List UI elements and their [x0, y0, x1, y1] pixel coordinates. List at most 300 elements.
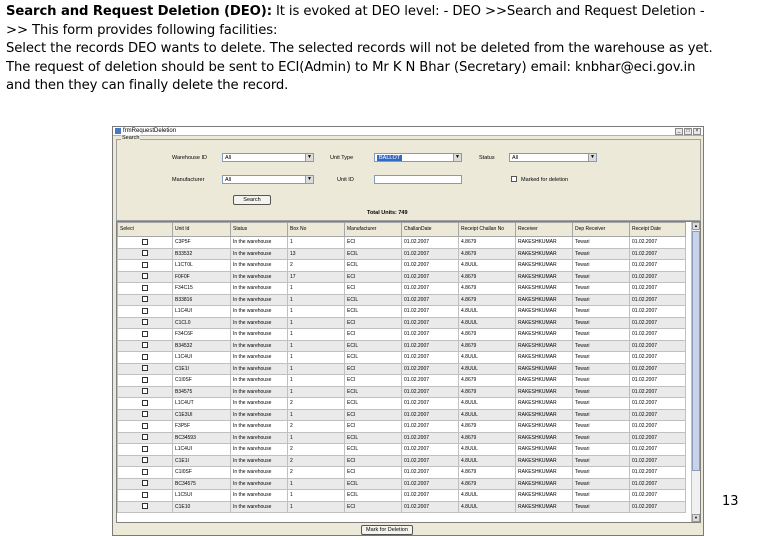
- column-header[interactable]: Unit Id: [173, 223, 231, 237]
- status-label: Status: [479, 155, 495, 161]
- table-cell: 1: [288, 375, 345, 387]
- table-cell: 4.8679: [459, 421, 516, 433]
- table-cell: ECIL: [345, 432, 402, 444]
- table-cell: Tewari: [573, 271, 630, 283]
- table-cell: 1: [288, 363, 345, 375]
- select-cell[interactable]: [118, 248, 173, 260]
- table-cell: 2: [288, 467, 345, 479]
- table-cell: 4.8UUL: [459, 501, 516, 513]
- table-cell: 01.02.2007: [630, 237, 686, 249]
- select-cell[interactable]: [118, 294, 173, 306]
- table-cell: In the warehouse: [231, 237, 288, 249]
- table-cell: ECIL: [345, 260, 402, 272]
- table-cell: 4.8679: [459, 340, 516, 352]
- table-cell: 01.02.2007: [630, 340, 686, 352]
- select-cell[interactable]: [118, 478, 173, 490]
- table-cell: In the warehouse: [231, 444, 288, 456]
- row-select-checkbox[interactable]: [142, 469, 148, 475]
- select-cell[interactable]: [118, 329, 173, 341]
- table-cell: F3P5F: [173, 421, 231, 433]
- row-select-checkbox[interactable]: [142, 250, 148, 256]
- table-cell: 1: [288, 329, 345, 341]
- table-cell: In the warehouse: [231, 352, 288, 364]
- table-cell: RAKESHKUMAR: [516, 409, 573, 421]
- table-cell: 01.02.2007: [402, 375, 459, 387]
- close-button[interactable]: ×: [693, 128, 701, 135]
- table-cell: 2: [288, 444, 345, 456]
- select-cell[interactable]: [118, 283, 173, 295]
- table-cell: RAKESHKUMAR: [516, 375, 573, 387]
- table-cell: 4.8679: [459, 432, 516, 444]
- table-cell: Tewari: [573, 294, 630, 306]
- table-row[interactable]: [118, 386, 686, 398]
- table-cell: 01.02.2007: [630, 271, 686, 283]
- unit-id-input[interactable]: [374, 175, 462, 184]
- table-cell: B33816: [173, 294, 231, 306]
- table-row[interactable]: [118, 363, 686, 375]
- table-cell: 01.02.2007: [402, 444, 459, 456]
- row-select-checkbox[interactable]: [142, 400, 148, 406]
- table-cell: RAKESHKUMAR: [516, 363, 573, 375]
- grid-header-row: [118, 223, 686, 237]
- scroll-thumb[interactable]: [692, 231, 700, 471]
- table-cell: Tewari: [573, 467, 630, 479]
- row-select-checkbox[interactable]: [142, 273, 148, 279]
- table-cell: In the warehouse: [231, 421, 288, 433]
- marked-deletion-label: Marked for deletion: [521, 177, 569, 183]
- table-cell: 01.02.2007: [402, 455, 459, 467]
- table-cell: 4.8UUL: [459, 363, 516, 375]
- row-select-checkbox[interactable]: [142, 331, 148, 337]
- warehouse-label: Warehouse ID: [172, 155, 207, 161]
- row-select-checkbox[interactable]: [142, 296, 148, 302]
- manufacturer-value: All: [225, 177, 232, 183]
- table-cell: C3P5F: [173, 237, 231, 249]
- table-row[interactable]: [118, 329, 686, 341]
- manufacturer-select[interactable]: [222, 175, 314, 184]
- select-cell[interactable]: [118, 455, 173, 467]
- table-cell: 1: [288, 317, 345, 329]
- request-deletion-window: [112, 126, 704, 536]
- column-header[interactable]: Manufacturer: [345, 223, 402, 237]
- row-select-checkbox[interactable]: [142, 423, 148, 429]
- column-header[interactable]: Receipt Date: [630, 223, 686, 237]
- row-select-checkbox[interactable]: [142, 239, 148, 245]
- table-cell: Tewari: [573, 409, 630, 421]
- table-cell: ECIL: [345, 490, 402, 502]
- table-cell: Tewari: [573, 478, 630, 490]
- table-cell: 01.02.2007: [402, 467, 459, 479]
- table-cell: Tewari: [573, 375, 630, 387]
- table-cell: L1CT0L: [173, 260, 231, 272]
- row-select-checkbox[interactable]: [142, 492, 148, 498]
- row-select-checkbox[interactable]: [142, 457, 148, 463]
- table-cell: 01.02.2007: [630, 490, 686, 502]
- select-cell[interactable]: [118, 467, 173, 479]
- table-cell: 1: [288, 386, 345, 398]
- table-cell: ECI: [345, 467, 402, 479]
- table-cell: ECI: [345, 363, 402, 375]
- table-cell: 1: [288, 283, 345, 295]
- table-cell: C1I0SF: [173, 467, 231, 479]
- table-cell: 01.02.2007: [630, 248, 686, 260]
- table-row[interactable]: [118, 352, 686, 364]
- app-icon: [115, 128, 121, 134]
- marked-deletion-checkbox[interactable]: [511, 176, 517, 182]
- table-cell: B34575: [173, 386, 231, 398]
- chevron-down-icon[interactable]: ▼: [588, 154, 596, 161]
- units-grid: [116, 221, 701, 523]
- select-cell[interactable]: [118, 363, 173, 375]
- select-cell[interactable]: [118, 444, 173, 456]
- select-cell[interactable]: [118, 260, 173, 272]
- table-cell: BC34593: [173, 432, 231, 444]
- table-cell: 01.02.2007: [630, 409, 686, 421]
- table-cell: 01.02.2007: [402, 248, 459, 260]
- table-cell: In the warehouse: [231, 294, 288, 306]
- select-cell[interactable]: [118, 375, 173, 387]
- row-select-checkbox[interactable]: [142, 411, 148, 417]
- table-row[interactable]: [118, 375, 686, 387]
- table-cell: 4.8UUL: [459, 455, 516, 467]
- table-cell: 4.8UUL: [459, 398, 516, 410]
- mark-for-deletion-button[interactable]: Mark for Deletion: [361, 525, 413, 535]
- table-cell: In the warehouse: [231, 455, 288, 467]
- table-cell: 1: [288, 237, 345, 249]
- table-cell: RAKESHKUMAR: [516, 329, 573, 341]
- table-row[interactable]: [118, 490, 686, 502]
- unit-type-select[interactable]: [374, 153, 462, 162]
- table-cell: In the warehouse: [231, 306, 288, 318]
- table-cell: 01.02.2007: [630, 398, 686, 410]
- warehouse-select[interactable]: [222, 153, 314, 162]
- select-cell[interactable]: [118, 409, 173, 421]
- scroll-up-icon[interactable]: ▲: [692, 222, 700, 230]
- table-row[interactable]: [118, 467, 686, 479]
- table-cell: RAKESHKUMAR: [516, 340, 573, 352]
- table-cell: Tewari: [573, 501, 630, 513]
- table-cell: ECI: [345, 455, 402, 467]
- table-cell: B34532: [173, 340, 231, 352]
- table-cell: In the warehouse: [231, 409, 288, 421]
- table-cell: C1E3UI: [173, 409, 231, 421]
- table-cell: 4.8UUL: [459, 490, 516, 502]
- row-select-checkbox[interactable]: [142, 308, 148, 314]
- table-cell: Tewari: [573, 398, 630, 410]
- table-cell: 01.02.2007: [630, 467, 686, 479]
- table-cell: 01.02.2007: [630, 329, 686, 341]
- table-cell: 01.02.2007: [402, 409, 459, 421]
- intro-text: [6, 3, 776, 96]
- table-cell: 01.02.2007: [402, 490, 459, 502]
- table-cell: ECIL: [345, 398, 402, 410]
- table-cell: ECI: [345, 409, 402, 421]
- table-cell: Tewari: [573, 306, 630, 318]
- table-row[interactable]: [118, 409, 686, 421]
- table-cell: RAKESHKUMAR: [516, 237, 573, 249]
- search-group: [116, 135, 701, 221]
- row-select-checkbox[interactable]: [142, 434, 148, 440]
- table-cell: 01.02.2007: [630, 455, 686, 467]
- table-cell: 4.8UUL: [459, 260, 516, 272]
- table-cell: ECI: [345, 317, 402, 329]
- table-cell: 01.02.2007: [630, 501, 686, 513]
- row-select-checkbox[interactable]: [142, 342, 148, 348]
- table-cell: L1C4UI: [173, 306, 231, 318]
- table-cell: 01.02.2007: [402, 478, 459, 490]
- table-row[interactable]: [118, 260, 686, 272]
- units-table: [117, 222, 686, 513]
- status-select[interactable]: [509, 153, 597, 162]
- table-cell: 01.02.2007: [630, 421, 686, 433]
- table-cell: Tewari: [573, 444, 630, 456]
- column-header[interactable]: Dep Receiver: [573, 223, 630, 237]
- column-header[interactable]: Status: [231, 223, 288, 237]
- table-cell: In the warehouse: [231, 501, 288, 513]
- table-cell: 4.8UUL: [459, 317, 516, 329]
- scroll-down-icon[interactable]: ▼: [692, 514, 700, 522]
- select-cell[interactable]: [118, 271, 173, 283]
- table-cell: Tewari: [573, 432, 630, 444]
- search-button[interactable]: Search: [233, 195, 271, 205]
- table-cell: ECIL: [345, 306, 402, 318]
- intro-line4: The request of deletion should be sent to ECI(Admin) to Mr K N Bhar (Secretary) email: knbhar@eci.gov.in: [6, 59, 696, 75]
- table-cell: 01.02.2007: [402, 271, 459, 283]
- table-cell: 01.02.2007: [402, 317, 459, 329]
- table-cell: In the warehouse: [231, 271, 288, 283]
- table-cell: In the warehouse: [231, 329, 288, 341]
- table-cell: In the warehouse: [231, 260, 288, 272]
- table-cell: RAKESHKUMAR: [516, 386, 573, 398]
- row-select-checkbox[interactable]: [142, 377, 148, 383]
- table-row[interactable]: [118, 294, 686, 306]
- table-cell: 13: [288, 248, 345, 260]
- row-select-checkbox[interactable]: [142, 354, 148, 360]
- maximize-button[interactable]: □: [684, 128, 692, 135]
- table-cell: ECIL: [345, 478, 402, 490]
- table-row[interactable]: [118, 478, 686, 490]
- table-cell: 4.8679: [459, 271, 516, 283]
- table-cell: RAKESHKUMAR: [516, 398, 573, 410]
- table-cell: 4.8UUL: [459, 352, 516, 364]
- table-row[interactable]: [118, 248, 686, 260]
- table-cell: 4.8679: [459, 248, 516, 260]
- select-cell[interactable]: [118, 490, 173, 502]
- table-cell: Tewari: [573, 283, 630, 295]
- table-row[interactable]: [118, 455, 686, 467]
- table-row[interactable]: [118, 501, 686, 513]
- table-cell: 1: [288, 352, 345, 364]
- table-cell: In the warehouse: [231, 317, 288, 329]
- table-row[interactable]: [118, 444, 686, 456]
- table-cell: RAKESHKUMAR: [516, 317, 573, 329]
- row-select-checkbox[interactable]: [142, 446, 148, 452]
- table-cell: ECIL: [345, 248, 402, 260]
- table-cell: 01.02.2007: [402, 283, 459, 295]
- table-cell: 1: [288, 294, 345, 306]
- table-cell: Tewari: [573, 421, 630, 433]
- select-cell[interactable]: [118, 306, 173, 318]
- table-cell: C1CL0: [173, 317, 231, 329]
- table-cell: 01.02.2007: [402, 432, 459, 444]
- table-cell: 01.02.2007: [402, 398, 459, 410]
- table-cell: RAKESHKUMAR: [516, 444, 573, 456]
- chevron-down-icon[interactable]: ▼: [305, 154, 313, 161]
- table-cell: Tewari: [573, 340, 630, 352]
- row-select-checkbox[interactable]: [142, 388, 148, 394]
- table-cell: RAKESHKUMAR: [516, 248, 573, 260]
- table-cell: Tewari: [573, 260, 630, 272]
- table-cell: 4.8UUL: [459, 444, 516, 456]
- table-cell: L1C5UI: [173, 490, 231, 502]
- table-cell: 01.02.2007: [630, 375, 686, 387]
- window-titlebar[interactable]: [113, 127, 703, 136]
- table-cell: ECI: [345, 375, 402, 387]
- table-cell: ECI: [345, 421, 402, 433]
- table-cell: L1C4UT: [173, 398, 231, 410]
- select-cell[interactable]: [118, 501, 173, 513]
- select-cell[interactable]: [118, 352, 173, 364]
- table-cell: 01.02.2007: [402, 363, 459, 375]
- table-cell: Tewari: [573, 352, 630, 364]
- table-cell: In the warehouse: [231, 467, 288, 479]
- table-cell: 2: [288, 260, 345, 272]
- table-cell: In the warehouse: [231, 386, 288, 398]
- table-cell: F0F0F: [173, 271, 231, 283]
- table-cell: 01.02.2007: [630, 432, 686, 444]
- table-cell: 1: [288, 501, 345, 513]
- table-cell: Tewari: [573, 455, 630, 467]
- table-cell: 01.02.2007: [402, 421, 459, 433]
- table-cell: RAKESHKUMAR: [516, 352, 573, 364]
- table-row[interactable]: [118, 398, 686, 410]
- row-select-checkbox[interactable]: [142, 480, 148, 486]
- table-row[interactable]: [118, 237, 686, 249]
- table-cell: B33532: [173, 248, 231, 260]
- table-cell: In the warehouse: [231, 363, 288, 375]
- table-cell: 4.8UUL: [459, 409, 516, 421]
- select-cell[interactable]: [118, 398, 173, 410]
- table-cell: In the warehouse: [231, 375, 288, 387]
- column-header[interactable]: Select: [118, 223, 173, 237]
- row-select-checkbox[interactable]: [142, 285, 148, 291]
- column-header[interactable]: Receipt Challan No: [459, 223, 516, 237]
- select-cell[interactable]: [118, 237, 173, 249]
- select-cell[interactable]: [118, 386, 173, 398]
- table-cell: 01.02.2007: [402, 501, 459, 513]
- table-cell: ECI: [345, 283, 402, 295]
- table-cell: RAKESHKUMAR: [516, 271, 573, 283]
- table-cell: 1: [288, 432, 345, 444]
- table-cell: 01.02.2007: [402, 294, 459, 306]
- warehouse-value: All: [225, 155, 232, 161]
- table-cell: ECIL: [345, 294, 402, 306]
- table-cell: ECIL: [345, 444, 402, 456]
- table-cell: 4.8679: [459, 294, 516, 306]
- table-cell: C1E1I: [173, 363, 231, 375]
- window-title: frmRequestDeletion: [123, 128, 177, 134]
- search-legend: Search: [122, 135, 140, 141]
- table-cell: 01.02.2007: [402, 329, 459, 341]
- chevron-down-icon[interactable]: ▼: [453, 154, 461, 161]
- table-cell: 4.8679: [459, 386, 516, 398]
- row-select-checkbox[interactable]: [142, 365, 148, 371]
- table-row[interactable]: [118, 421, 686, 433]
- row-select-checkbox[interactable]: [142, 262, 148, 268]
- table-cell: C1E10: [173, 501, 231, 513]
- table-cell: 01.02.2007: [630, 478, 686, 490]
- table-cell: RAKESHKUMAR: [516, 306, 573, 318]
- column-header[interactable]: Box No: [288, 223, 345, 237]
- table-cell: 01.02.2007: [630, 294, 686, 306]
- table-cell: ECIL: [345, 340, 402, 352]
- table-cell: L1C4UI: [173, 352, 231, 364]
- table-cell: 4.8679: [459, 375, 516, 387]
- page-number: 13: [722, 494, 739, 509]
- minimize-button[interactable]: _: [675, 128, 683, 135]
- table-cell: 2: [288, 421, 345, 433]
- table-cell: 1: [288, 340, 345, 352]
- table-cell: 1: [288, 306, 345, 318]
- table-cell: 4.8679: [459, 283, 516, 295]
- table-cell: In the warehouse: [231, 432, 288, 444]
- table-row[interactable]: [118, 271, 686, 283]
- select-cell[interactable]: [118, 432, 173, 444]
- table-cell: 4.8UUL: [459, 306, 516, 318]
- table-cell: 01.02.2007: [630, 306, 686, 318]
- table-cell: Tewari: [573, 237, 630, 249]
- table-cell: In the warehouse: [231, 340, 288, 352]
- table-cell: Tewari: [573, 386, 630, 398]
- table-row[interactable]: [118, 432, 686, 444]
- table-cell: F34C6F: [173, 329, 231, 341]
- table-cell: 01.02.2007: [630, 444, 686, 456]
- table-cell: ECIL: [345, 352, 402, 364]
- table-cell: 4.8679: [459, 237, 516, 249]
- table-cell: 01.02.2007: [630, 260, 686, 272]
- select-cell[interactable]: [118, 317, 173, 329]
- table-cell: 01.02.2007: [402, 352, 459, 364]
- table-row[interactable]: [118, 317, 686, 329]
- column-header[interactable]: Receiver: [516, 223, 573, 237]
- select-cell[interactable]: [118, 421, 173, 433]
- table-cell: Tewari: [573, 329, 630, 341]
- table-row[interactable]: [118, 283, 686, 295]
- table-row[interactable]: [118, 306, 686, 318]
- table-cell: ECIL: [345, 386, 402, 398]
- table-cell: 1: [288, 490, 345, 502]
- table-cell: In the warehouse: [231, 490, 288, 502]
- table-cell: 01.02.2007: [402, 237, 459, 249]
- intro-heading: Search and Request Deletion (DEO):: [6, 4, 272, 19]
- select-cell[interactable]: [118, 340, 173, 352]
- row-select-checkbox[interactable]: [142, 319, 148, 325]
- table-cell: 4.8679: [459, 329, 516, 341]
- table-cell: L1C4UI: [173, 444, 231, 456]
- grid-vertical-scrollbar[interactable]: [691, 222, 700, 522]
- intro-line1: It is evoked at DEO level: - DEO >>Search and Request Deletion -: [271, 4, 705, 19]
- table-row[interactable]: [118, 340, 686, 352]
- column-header[interactable]: ChallanDate: [402, 223, 459, 237]
- table-cell: 1: [288, 409, 345, 421]
- table-cell: RAKESHKUMAR: [516, 294, 573, 306]
- table-cell: 01.02.2007: [630, 363, 686, 375]
- intro-line5: and then they can finally delete the record.: [6, 78, 289, 94]
- table-cell: RAKESHKUMAR: [516, 467, 573, 479]
- row-select-checkbox[interactable]: [142, 503, 148, 509]
- chevron-down-icon[interactable]: ▼: [305, 176, 313, 183]
- table-cell: 01.02.2007: [630, 386, 686, 398]
